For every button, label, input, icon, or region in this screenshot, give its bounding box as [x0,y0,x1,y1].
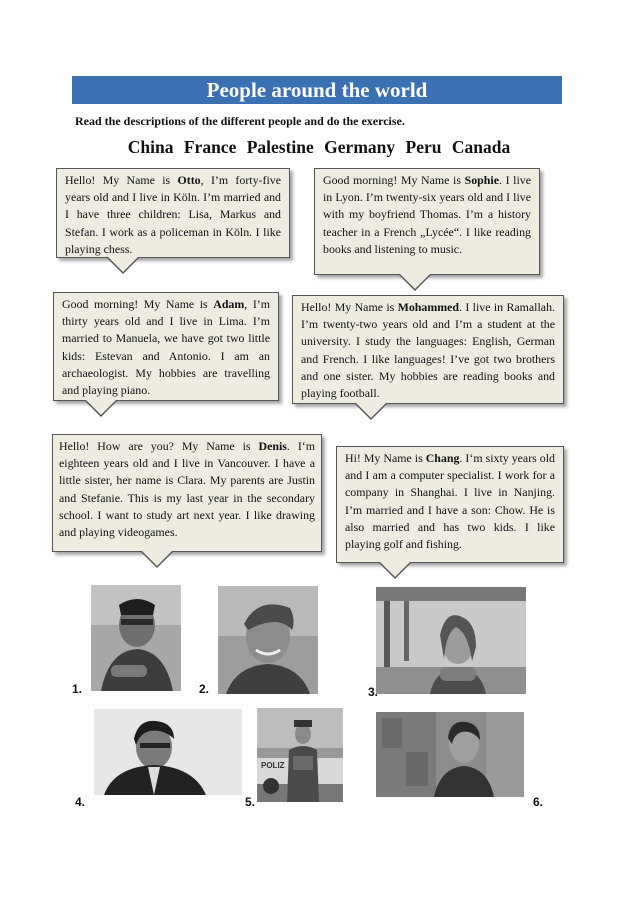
name-sophie: Sophie [464,173,499,187]
photo-3 [376,587,526,694]
name-mohammed: Mohammed [397,300,460,314]
speech-bubble-tail [107,256,139,272]
photo-number-6: 6. [533,795,544,809]
photo-2 [218,586,318,694]
photo-4-image [94,709,242,795]
speech-bubble-sophie: Good morning! My Name is Sophie. I live in Lyon. I’m twenty-six years old and I live with my boyfriend Thomas. I’m a history teacher in a French „Lycée“. I like reading books and listening to music. [314,168,540,275]
country-france: France [183,137,237,157]
speech-bubble-tail [399,273,431,289]
photo-number-4: 4. [75,795,86,809]
name-chang: Chang [425,451,460,465]
country-peru: Peru [405,137,442,157]
photo-6 [376,712,524,797]
speech-bubble-otto: Hello! My Name is Otto, I’m forty-five years old and I live in Köln. I’m married and I have three children: Lisa, Markus and Stefan. I work as a policeman in Köln. I like playing chess. [56,168,290,258]
country-china: China [127,137,174,157]
page-title-banner [72,76,562,104]
photo-5 [257,708,343,802]
instruction: Read the descriptions of the different people and do the exercise. [75,114,405,128]
speech-bubble-denis: Hello! How are you? My Name is Denis. I‘m eighteen years old and I live in Vancouver. I have a little sister, her name is Clara. My parents are Justin and Stefanie. This is my last year in the secondary school. I want to study art next year. I like drawing and playing videogames. [52,434,322,552]
speech-bubble-tail [85,399,117,415]
speech-bubble-tail [379,561,411,577]
country-germany: Germany [324,137,396,157]
country-list [0,137,638,158]
page-title: People around the world [206,78,428,102]
photo-5-image [257,708,343,802]
name-otto: Otto [177,173,201,187]
photo-2-image [218,586,318,694]
photo-number-3: 3. [368,685,379,699]
photo-3-image [376,587,526,694]
photo-number-5: 5. [245,795,256,809]
photo-1-image [91,585,181,691]
speech-bubble-adam: Good morning! My Name is Adam, I’m thirty years old and I live in Lima. I’m married to Manuela, we have got two little kids: Estevan and Antonio. I am an archaeologist. My hobbies are travelling and playing piano. [53,292,279,401]
speech-bubble-chang: Hi! My Name is Chang. I‘m sixty years old and I am a computer specialist. I work for a company in Shanghai. I live in Nanjing. I’m married and I have a son: Chow. He is also married and has two kids. I like playing golf and fishing. [336,446,564,563]
photo-number-2: 2. [199,682,210,696]
name-denis: Denis [258,439,287,453]
photo-1 [91,585,181,691]
photo-number-1: 1. [72,682,83,696]
police-car-sign: POLIZ [261,761,285,770]
country-canada: Canada [451,137,511,157]
photo-4 [94,709,242,795]
photo-6-image [376,712,524,797]
speech-bubble-tail [141,550,173,566]
speech-bubble-mohammed: Hello! My Name is Mohammed. I live in Ramallah. I’m twenty-two years old and I’m a student at the university. I study the languages: English, German and French. I like languages! I’ve got two brothers and one sister. My hobbies are reading books and playing football. [292,295,564,404]
country-palestine: Palestine [246,137,314,157]
speech-bubble-tail [355,402,387,418]
name-adam: Adam [213,297,245,311]
